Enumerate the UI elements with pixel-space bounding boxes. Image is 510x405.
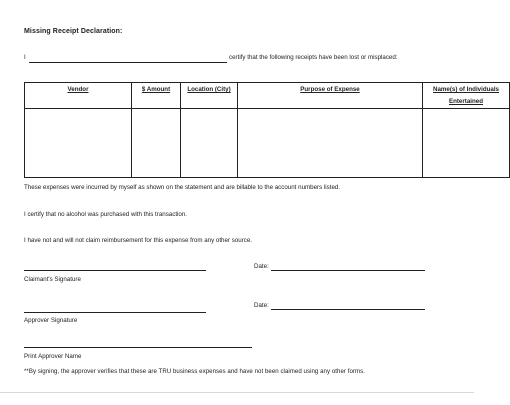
header-amount: $ Amount xyxy=(132,83,181,109)
approver-date-line[interactable] xyxy=(271,309,425,310)
approver-date-label: Date: xyxy=(254,302,269,309)
table-row xyxy=(25,109,510,178)
footnote: **By signing, the approver verifies that these are TRU business expenses and have not been claimed using any other forms. xyxy=(24,368,365,375)
location-cell[interactable] xyxy=(181,109,238,178)
header-individuals: Name(s) of Individuals Entertained xyxy=(423,83,510,109)
individuals-cell[interactable] xyxy=(423,109,510,178)
declaration-prefix: I xyxy=(24,54,26,61)
header-purpose: Purpose of Expense xyxy=(238,83,423,109)
page-bottom-divider xyxy=(0,392,474,393)
claimant-signature-line[interactable] xyxy=(24,270,206,271)
header-vendor: Vendor xyxy=(25,83,132,109)
purpose-cell[interactable] xyxy=(238,109,423,178)
vendor-cell[interactable] xyxy=(25,109,132,178)
claimant-date-label: Date: xyxy=(254,263,269,270)
receipts-table xyxy=(24,82,510,178)
declaration-text: certify that the following receipts have been lost or misplaced: xyxy=(229,54,398,61)
statement-no-alcohol: I certify that no alcohol was purchased with this transaction. xyxy=(24,211,188,218)
statement-no-reimbursement: I have not and will not claim reimbursement for this expense from any other source. xyxy=(24,237,253,244)
approver-signature-label: Approver Signature xyxy=(24,317,78,324)
declarant-name-line[interactable] xyxy=(29,62,227,63)
approver-name-line[interactable] xyxy=(24,347,252,348)
print-approver-name-label: Print Approver Name xyxy=(24,353,82,360)
statement-billable: These expenses were incurred by myself as shown on the statement and are billable to the account numbers listed. xyxy=(24,184,341,191)
table-header-row xyxy=(25,83,510,109)
amount-cell[interactable] xyxy=(132,109,181,178)
header-location: Location (City) xyxy=(181,83,238,109)
claimant-date-line[interactable] xyxy=(271,270,425,271)
claimant-signature-label: Claimant's Signature xyxy=(24,276,81,283)
approver-signature-line[interactable] xyxy=(24,312,206,313)
form-title: Missing Receipt Declaration: xyxy=(24,28,123,35)
